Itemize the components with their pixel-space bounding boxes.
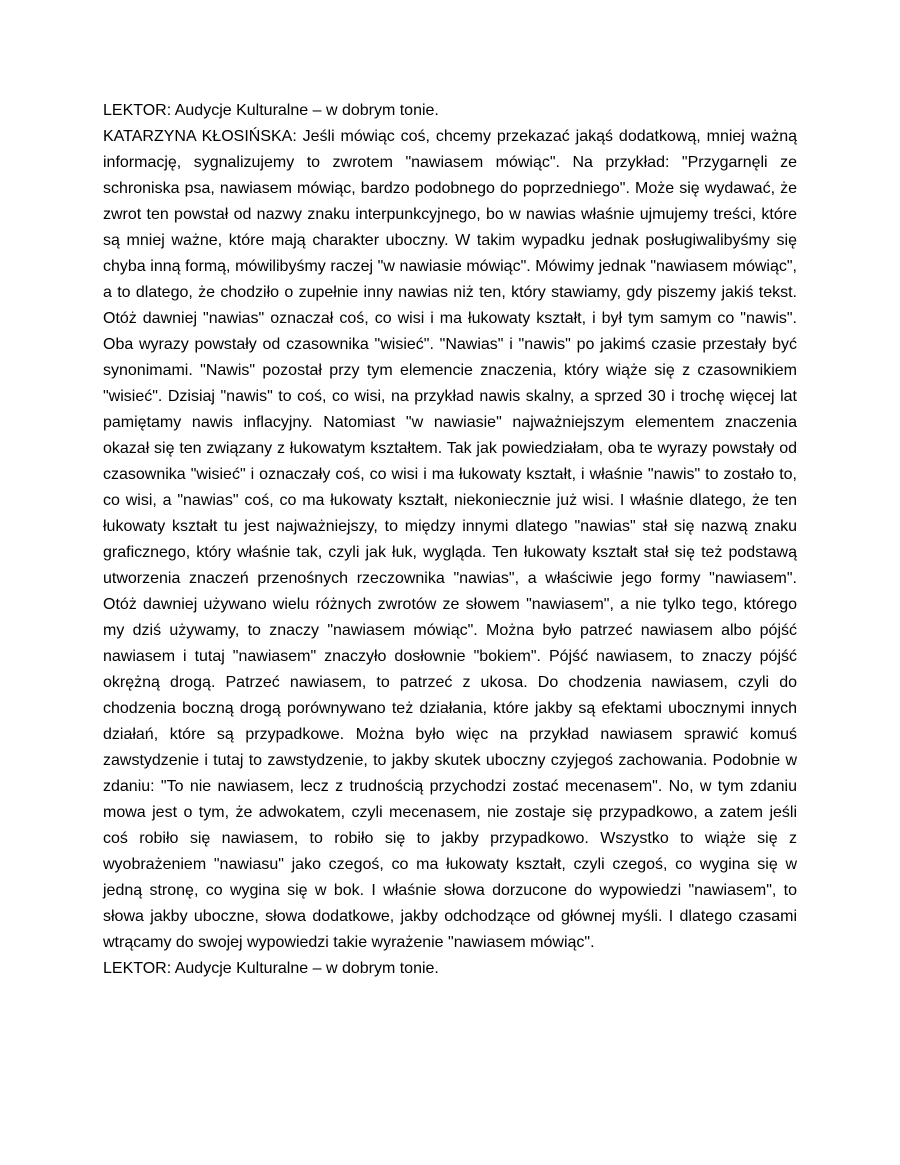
transcript-paragraph: KATARZYNA KŁOSIŃSKA: Jeśli mówiąc coś, chcemy przekazać jakąś dodatkową, mniej ważną informację, sygnalizujemy to zwrotem "nawiasem mówiąc". Na przykład: "Przygarnęli ze schroniska psa, nawiasem mówiąc, bardzo podobnego do poprzedniego". Może się wydawać, że zwrot ten powstał od nazwy znaku interpunkcyjnego, bo w nawias właśnie ujmujemy treści, które są mniej ważne, które mają charakter uboczny. W takim wypadku jednak posługiwalibyśmy się chyba inną formą, mówilibyśmy raczej "w nawiasie mówiąc". Mówimy jednak "nawiasem mówiąc", a to dlatego, że chodziło o zupełnie inny nawias niż ten, który stawiamy, gdy piszemy jakiś tekst. Otóż dawniej "nawias" oznaczał coś, co wisi i ma łukowaty kształt, i był tym samym co "nawis". Oba wyrazy powstały od czasownika "wisieć". "Nawias" i "nawis" po jakimś czasie przestały być synonimami. "Nawis" pozostał przy tym elemencie znaczenia, który wiąże się z czasownikiem "wisieć". Dzisiaj "nawis" to coś, co wisi, na przykład nawis skalny, a sprzed 30 i trochę więcej lat pamiętamy nawis inflacyjny. Natomiast "w nawiasie" najważniejszym elementem znaczenia okazał się ten związany z łukowatym kształtem. Tak jak powiedziałam, oba te wyrazy powstały od czasownika "wisieć" i oznaczały coś, co wisi i ma łukowaty kształt, i właśnie "nawis" to zostało to, co wisi, a "nawias" coś, co ma łukowaty kształt, niekoniecznie już wisi. I właśnie dlatego, że ten łukowaty kształt tu jest najważniejszy, to między innymi dlatego "nawias" stał się nazwą znaku graficznego, który właśnie tak, czyli jak łuk, wygląda. Ten łukowaty kształt stał się też podstawą utworzenia znaczeń przenośnych rzeczownika "nawias", a właściwie jego formy "nawiasem". Otóż dawniej używano wielu różnych zwrotów ze słowem "nawiasem", a nie tylko tego, którego my dziś używamy, to znaczy "nawiasem mówiąc". Można było patrzeć nawiasem albo pójść nawiasem i tutaj "nawiasem" znaczyło dosłownie "bokiem". Pójść nawiasem, to znaczy pójść okrężną drogą. Patrzeć nawiasem, to patrzeć z ukosa. Do chodzenia nawiasem, czyli do chodzenia boczną drogą porównywano też działania, które jakby są efektami ubocznymi innych działań, które są przypadkowe. Można było więc na przykład nawiasem sprawić komuś zawstydzenie i tutaj to zawstydzenie, to jakby skutek uboczny czyjegoś zachowania. Podobnie w zdaniu: "To nie nawiasem, lecz z trudnością przychodzi zostać mecenasem". No, w tym zdaniu mowa jest o tym, że adwokatem, czyli mecenasem, nie zostaje się przypadkowo, a zatem jeśli coś robiło się nawiasem, to robiło się to jakby przypadkowo. Wszystko to wiąże się z wyobrażeniem "nawiasu" jako czegoś, co ma łukowaty kształt, czyli czegoś, co wygina się w jedną stronę, co wygina się w bok. I właśnie słowa dorzucone do wypowiedzi "nawiasem", to słowa jakby uboczne, słowa dodatkowe, jakby odchodzące od głównej myśli. I dlatego czasami wtrącamy do swojej wypowiedzi takie wyrażenie "nawiasem mówiąc". <box>103 128 797 951</box>
document-content <box>103 98 797 982</box>
lektor-line-top: LEKTOR: Audycje Kulturalne – w dobrym tonie. <box>103 102 439 119</box>
lektor-line-bottom: LEKTOR: Audycje Kulturalne – w dobrym tonie. <box>103 960 439 977</box>
